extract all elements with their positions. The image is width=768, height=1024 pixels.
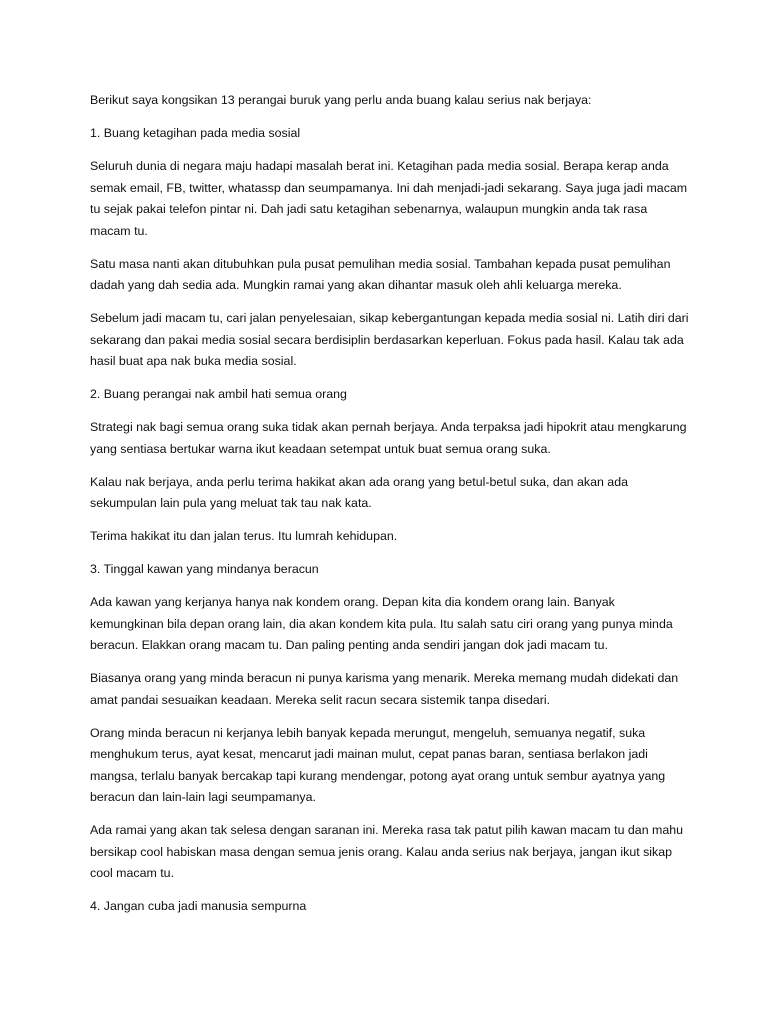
section-3-paragraph-1: Ada kawan yang kerjanya hanya nak kondem orang. Depan kita dia kondem orang lain. Banyak kemungkinan bila depan orang lain, dia akan kondem kita pula. Itu salah satu ciri orang yang punya minda beracun. Elakkan orang macam tu. Dan paling penting anda sendiri jangan dok jadi macam tu. [90,595,673,652]
section-2-paragraph-3: Terima hakikat itu dan jalan terus. Itu lumrah kehidupan. [90,529,398,543]
section-2-paragraph-2: Kalau nak berjaya, anda perlu terima hakikat akan ada orang yang betul-betul suka, dan akan ada sekumpulan lain pula yang meluat tak tau nak kata. [90,474,628,510]
section-2-paragraph-1: Strategi nak bagi semua orang suka tidak akan pernah berjaya. Anda terpaksa jadi hipokrit atau mengkarung yang sentiasa bertukar warna ikut keadaan setempat untuk buat semua orang suka. [90,420,687,456]
section-1-paragraph-2: Satu masa nanti akan ditubuhkan pula pusat pemulihan media sosial. Tambahan kepada pusat pemulihan dadah yang dah sedia ada. Mungkin ramai yang akan dihantar masuk oleh ahli keluarga mereka. [90,256,671,292]
section-3-paragraph-4: Ada ramai yang akan tak selesa dengan saranan ini. Mereka rasa tak patut pilih kawan macam tu dan mahu bersikap cool habiskan masa dengan semua jenis orang. Kalau anda serius nak berjaya, jangan ikut sikap cool macam tu. [90,823,684,880]
section-3-paragraph-2: Biasanya orang yang minda beracun ni punya karisma yang menarik. Mereka memang mudah didekati dan amat pandai sesuaikan keadaan. Mereka selit racun secara sistemik tanpa disedari. [90,671,679,707]
document-page [90,90,690,929]
intro-paragraph: Berikut saya kongsikan 13 perangai buruk yang perlu anda buang kalau serius nak berjaya: [90,93,592,107]
section-1-heading: 1. Buang ketagihan pada media sosial [90,126,301,140]
section-2-heading: 2. Buang perangai nak ambil hati semua orang [90,387,347,401]
section-1-paragraph-1: Seluruh dunia di negara maju hadapi masalah berat ini. Ketagihan pada media sosial. Berapa kerap anda semak email, FB, twitter, whatassp dan seumpamanya. Ini dah menjadi-jadi sekarang. Saya juga jadi macam tu sejak pakai telefon pintar ni. Dah jadi satu ketagihan sebenarnya, walaupun mungkin anda tak rasa macam tu. [90,159,688,238]
section-3-paragraph-3: Orang minda beracun ni kerjanya lebih banyak kepada merungut, mengeluh, semuanya negatif, suka menghukum terus, ayat kesat, mencarut jadi mainan mulut, cepat panas baran, sentiasa berlakon jadi mangsa, terlalu banyak bercakap tapi kurang mendengar, potong ayat orang untuk sembur ayatnya yang beracun dan lain-lain lagi seumpamanya. [90,725,666,804]
section-4-heading: 4. Jangan cuba jadi manusia sempurna [90,899,307,913]
section-1-paragraph-3: Sebelum jadi macam tu, cari jalan penyelesaian, sikap kebergantungan kepada media sosial ni. Latih diri dari sekarang dan pakai media sosial secara berdisiplin berdasarkan keperluan. Fokus pada hasil. Kalau tak ada hasil buat apa nak buka media sosial. [90,311,689,368]
section-3-heading: 3. Tinggal kawan yang mindanya beracun [90,562,319,576]
